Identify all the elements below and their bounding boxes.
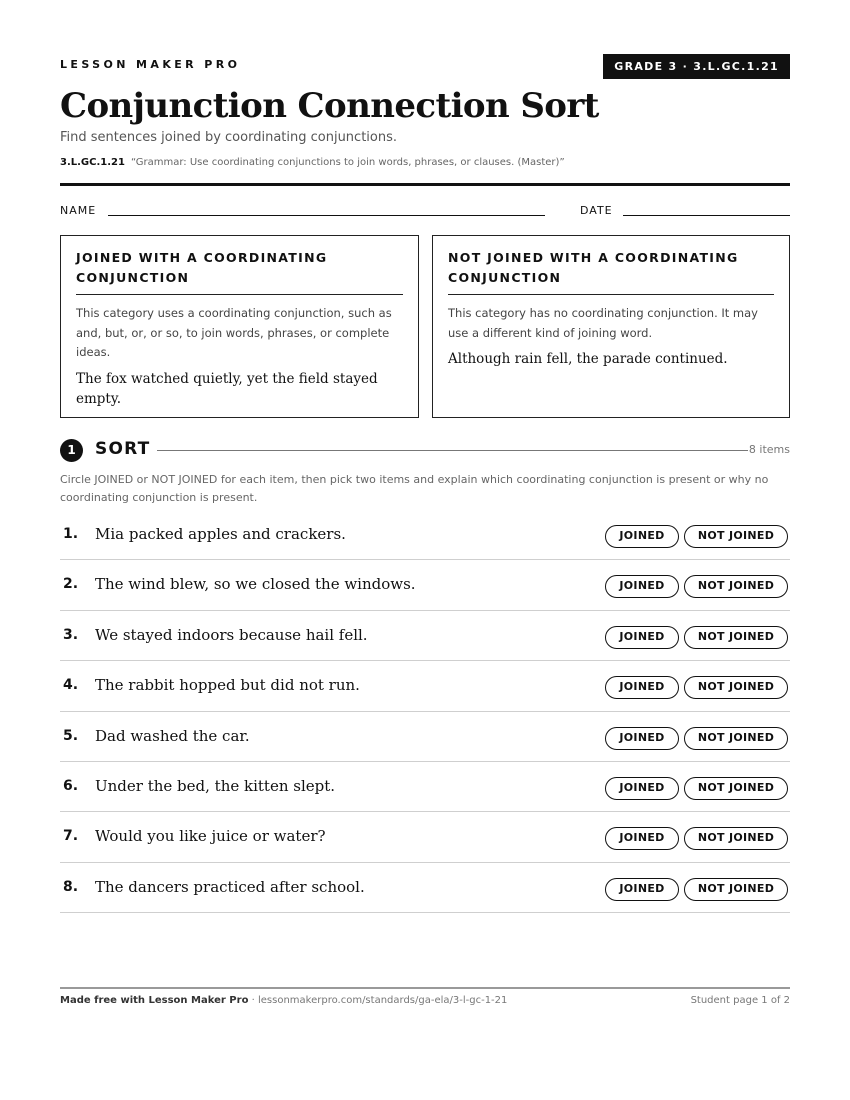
category-card-not-joined <box>432 235 790 418</box>
not-joined-option[interactable]: NOT JOINED <box>684 727 788 750</box>
section-number-badge: 1 <box>60 439 83 462</box>
not-joined-option[interactable]: NOT JOINED <box>684 878 788 901</box>
list-item <box>60 812 790 862</box>
section-divider <box>157 450 748 451</box>
joined-option[interactable]: JOINED <box>605 827 679 850</box>
footer-page-number: Student page 1 of 2 <box>690 995 790 1006</box>
date-field[interactable] <box>623 215 790 216</box>
footer-made-with: Made free with Lesson Maker Pro <box>60 995 249 1006</box>
name-label: NAME <box>60 204 97 217</box>
not-joined-option[interactable]: NOT JOINED <box>684 626 788 649</box>
item-sentence: Dad washed the car. <box>95 726 250 745</box>
brand-name: LESSON MAKER PRO <box>60 58 241 71</box>
grade-badge: GRADE 3 · 3.L.GC.1.21 <box>603 54 790 79</box>
footer-url: · lessonmakerpro.com/standards/ga-ela/3-l-gc-1-21 <box>248 995 508 1006</box>
section-title: SORT <box>95 439 151 459</box>
list-item <box>60 712 790 762</box>
item-number: 4. <box>63 677 79 694</box>
footer-divider <box>60 987 790 989</box>
worksheet-page <box>60 0 790 1100</box>
category-title: JOINED WITH A COORDINATING CONJUNCTION <box>76 248 403 295</box>
item-number: 6. <box>63 777 79 794</box>
page-title: Conjunction Connection Sort <box>60 86 599 126</box>
not-joined-option[interactable]: NOT JOINED <box>684 575 788 598</box>
section-instructions: Circle JOINED or NOT JOINED for each item, then pick two items and explain which coordinating conjunction is present or why no coordinating conjunction is present. <box>60 473 769 504</box>
date-label: DATE <box>580 204 613 217</box>
item-number: 7. <box>63 828 79 845</box>
item-sentence: The dancers practiced after school. <box>95 877 365 896</box>
standard-text: “Grammar: Use coordinating conjunctions to join words, phrases, or clauses. (Master)” <box>130 157 565 168</box>
list-item <box>60 661 790 711</box>
joined-option[interactable]: JOINED <box>605 777 679 800</box>
item-sentence: Would you like juice or water? <box>95 827 326 846</box>
standard-line <box>60 157 565 168</box>
joined-option[interactable]: JOINED <box>605 626 679 649</box>
category-example: Although rain fell, the parade continued. <box>448 351 728 367</box>
section-item-count: 8 items <box>748 443 790 456</box>
list-item <box>60 560 790 610</box>
category-description: This category has no coordinating conjunction. It may use a different kind of joining word. <box>448 306 758 340</box>
category-title: NOT JOINED WITH A COORDINATING CONJUNCTION <box>448 248 774 295</box>
footer-credit <box>60 995 507 1006</box>
name-date-row <box>60 204 790 220</box>
item-sentence: Mia packed apples and crackers. <box>95 525 346 543</box>
list-item <box>60 510 790 560</box>
item-number: 2. <box>63 576 79 593</box>
name-field[interactable] <box>108 215 545 216</box>
category-example: The fox watched quietly, yet the field stayed empty. <box>76 370 378 407</box>
item-sentence: We stayed indoors because hail fell. <box>95 625 368 644</box>
joined-option[interactable]: JOINED <box>605 676 679 699</box>
page-subtitle: Find sentences joined by coordinating conjunctions. <box>60 130 397 145</box>
sort-item-list <box>60 510 790 913</box>
not-joined-option[interactable]: NOT JOINED <box>684 676 788 699</box>
item-number: 1. <box>63 526 79 542</box>
joined-option[interactable]: JOINED <box>605 575 679 598</box>
list-item <box>60 762 790 812</box>
joined-option[interactable]: JOINED <box>605 878 679 901</box>
joined-option[interactable]: JOINED <box>605 727 679 750</box>
list-item <box>60 611 790 661</box>
not-joined-option[interactable]: NOT JOINED <box>684 827 788 850</box>
not-joined-option[interactable]: NOT JOINED <box>684 777 788 800</box>
category-description: This category uses a coordinating conjunction, such as and, but, or, or so, to join words, phrases, or complete ideas. <box>76 306 392 359</box>
item-number: 8. <box>63 878 79 895</box>
section-header <box>60 438 790 463</box>
standard-code: 3.L.GC.1.21 <box>60 157 125 168</box>
header-divider <box>60 183 790 186</box>
item-sentence: The rabbit hopped but did not run. <box>95 676 360 695</box>
item-number: 5. <box>63 727 79 744</box>
list-item <box>60 863 790 913</box>
not-joined-option[interactable]: NOT JOINED <box>684 525 788 548</box>
category-card-joined <box>60 235 419 418</box>
item-number: 3. <box>63 626 79 643</box>
item-sentence: The wind blew, so we closed the windows. <box>95 575 416 594</box>
joined-option[interactable]: JOINED <box>605 525 679 548</box>
item-sentence: Under the bed, the kitten slept. <box>95 776 336 795</box>
